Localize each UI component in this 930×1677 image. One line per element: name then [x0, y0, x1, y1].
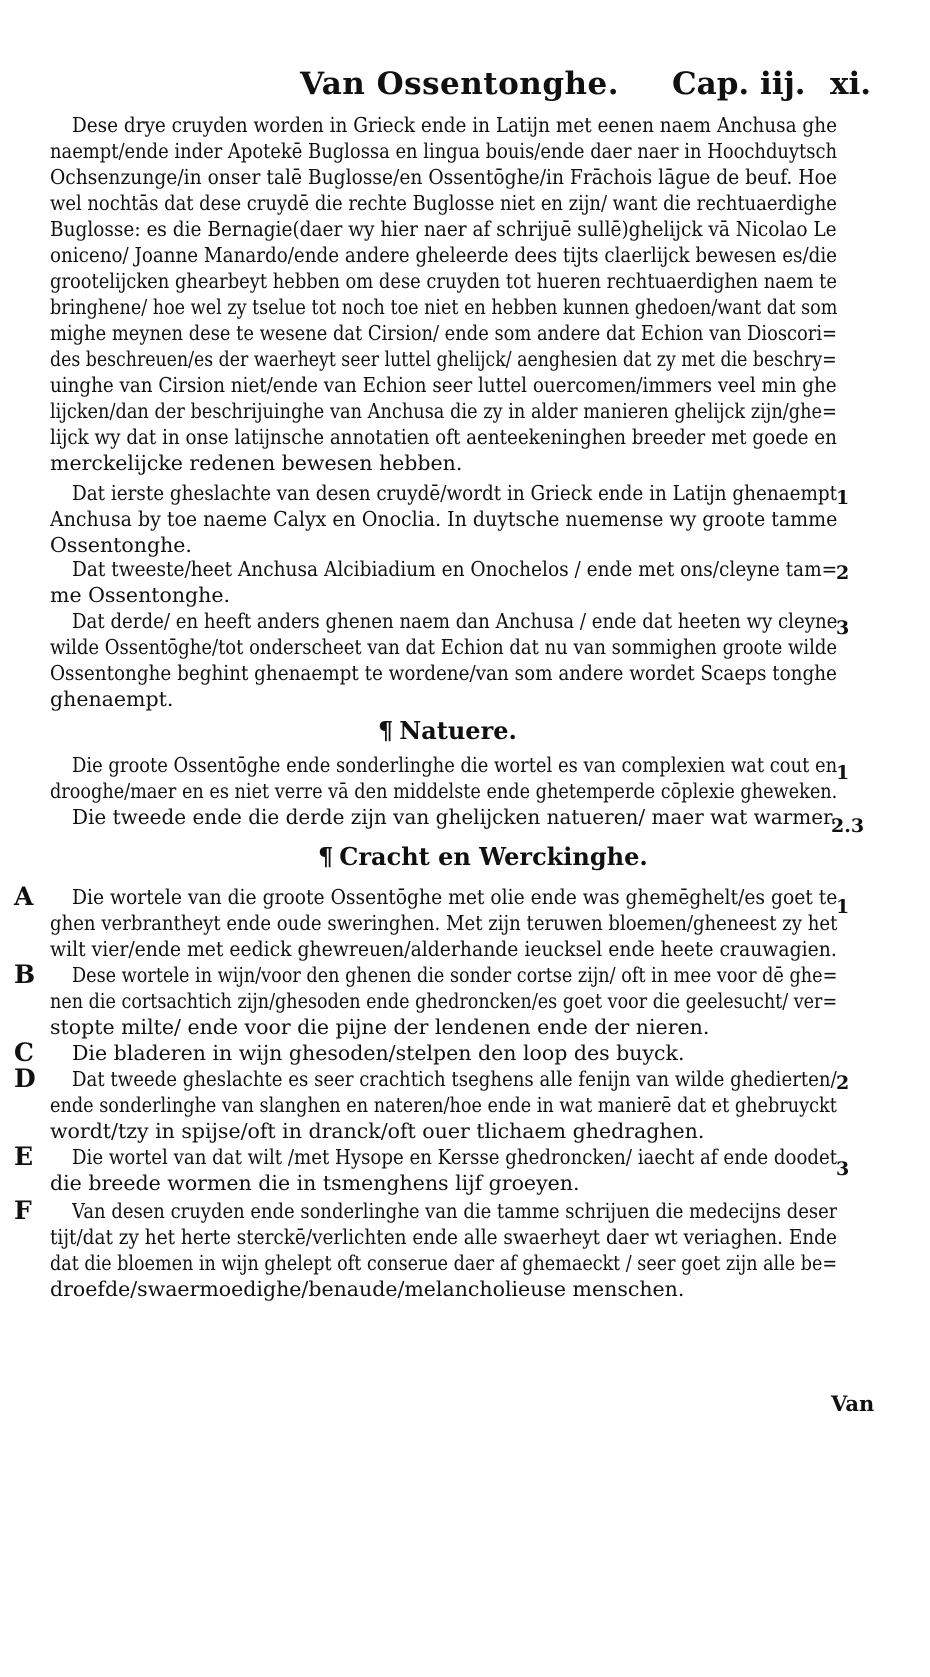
text-line: Buglosse: es die Bernagie(daer wy hier naer af schrijuē sullē)ghelijck vā Nicolao Le — [50, 217, 837, 241]
folio-number: xi. — [830, 66, 872, 102]
section-letter: A — [14, 882, 34, 911]
section-letter: F — [14, 1196, 32, 1225]
text-line: Die wortele van die groote Ossentōghe met olie ende was ghemēghelt/es goet te — [72, 885, 837, 909]
text-line: bringhene/ hoe wel zy tselue tot noch toe niet en hebben kunnen ghedoen/want dat som — [50, 295, 837, 319]
section-letter: B — [14, 960, 36, 989]
section-heading-text: Natuere. — [399, 716, 517, 745]
section-letter: E — [14, 1142, 34, 1171]
text-line: stopte milte/ ende voor die pijne der lendenen ende der nieren. — [50, 1015, 710, 1039]
text-line: Ossentonghe beghint ghenaempt te wordene/van som andere wordet Scaeps tonghe — [50, 661, 837, 685]
text-line: ghen verbrantheyt ende oude sweringhen. Met zijn teruwen bloemen/gheneest zy het — [50, 911, 837, 935]
text-line: wilt vier/ende met eedick ghewreuen/alderhande ieucksel ende heete crauwagien. — [50, 937, 837, 961]
text-line: Dat ierste gheslachte van desen cruydē/wordt in Grieck ende in Latijn ghenaempt — [72, 481, 837, 505]
text-line: Dat tweede gheslachte es seer crachtich tseghens alle fenijn van wilde ghedierten/ — [72, 1067, 837, 1091]
section-heading-natuere — [378, 716, 517, 746]
pilcrow-icon: ¶ — [318, 842, 334, 871]
chapter-number: Cap. iij. — [672, 66, 806, 102]
text-line: lijcken/dan der beschrijuinghe van Anchusa die zy in alder manieren ghelijck zijn/ghe= — [50, 399, 837, 423]
catchword: Van — [831, 1391, 875, 1416]
text-line: Ossentonghe. — [50, 533, 192, 557]
running-header — [300, 66, 900, 110]
section-letter: D — [14, 1064, 36, 1093]
text-line: Dat tweeste/heet Anchusa Alcibiadium en Onochelos / ende met ons/cleyne tam= — [72, 557, 837, 581]
text-line: grootelijcken ghearbeyt hebben om dese cruyden tot hueren rechtuaerdighen naem te — [50, 269, 837, 293]
text-line: Die groote Ossentōghe ende sonderlinghe die wortel es van complexien wat cout en — [72, 753, 837, 777]
text-line: Dese drye cruyden worden in Grieck ende in Latijn met eenen naem Anchusa ghe — [72, 113, 837, 137]
text-line: Anchusa by toe naeme Calyx en Onoclia. In duytsche nuemense wy groote tamme — [50, 507, 837, 531]
text-line: tijt/dat zy het herte sterckē/verlichten ende alle swaerheyt daer wt veriaghen. Ende — [50, 1225, 837, 1249]
margin-number: 2.3 — [831, 815, 865, 837]
text-line: mighe meynen dese te wesene dat Cirsion/ ende som andere dat Echion van Dioscori= — [50, 321, 837, 345]
pilcrow-icon: ¶ — [378, 716, 394, 745]
margin-number: 3 — [836, 1158, 850, 1180]
text-line: wilde Ossentōghe/tot onderscheet van dat Echion dat nu van sommighen groote wilde — [50, 635, 837, 659]
text-line: die breede wormen die in tsmenghens lijf groeyen. — [50, 1171, 580, 1195]
text-line: des beschreuen/es der waerheyt seer luttel ghelijck/ aenghesien dat zy met die beschry= — [50, 347, 837, 371]
text-line: me Ossentonghe. — [50, 583, 231, 607]
text-line: Die tweede ende die derde zijn van ghelijcken natueren/ maer wat warmer. — [72, 805, 837, 829]
margin-number: 2 — [836, 562, 850, 584]
text-line: Dese wortele in wijn/voor den ghenen die sonder cortse zijn/ oft in mee voor dē ghe= — [72, 963, 837, 987]
section-heading-text: Cracht en Werckinghe. — [339, 842, 648, 871]
text-line: naempt/ende inder Apotekē Buglossa en lingua bouis/ende daer naer in Hoochduytsch — [50, 139, 837, 163]
text-line: ghenaempt. — [50, 687, 174, 711]
text-line: Die wortel van dat wilt /met Hysope en Kersse ghedroncken/ iaecht af ende doodet — [72, 1145, 837, 1169]
margin-number: 1 — [836, 487, 850, 509]
section-letter: C — [14, 1038, 34, 1067]
text-line: uinghe van Cirsion niet/ende van Echion seer luttel ouercomen/immers veel min ghe — [50, 373, 837, 397]
margin-number: 1 — [836, 896, 850, 918]
margin-number: 1 — [836, 762, 850, 784]
text-line: Van desen cruyden ende sonderlinghe van die tamme schrijuen die medecijns deser — [72, 1199, 837, 1223]
text-line: wel nochtās dat dese cruydē die rechte Buglosse niet en zijn/ want die rechtuaerdighe — [50, 191, 837, 215]
header-title: Van Ossentonghe. — [300, 66, 620, 102]
margin-number: 3 — [836, 617, 850, 639]
text-line: Die bladeren in wijn ghesoden/stelpen den loop des buyck. — [72, 1041, 685, 1065]
section-heading-cracht — [318, 842, 648, 872]
text-line: dat die bloemen in wijn ghelept oft conserue daer af ghemaeckt / seer goet zijn alle be= — [50, 1251, 837, 1275]
text-line: drooghe/maer en es niet verre vā den middelste ende ghetemperde cōplexie gheweken. — [50, 779, 837, 803]
text-line: nen die cortsachtich zijn/ghesoden ende ghedroncken/es goet voor die geelesucht/ ver= — [50, 989, 837, 1013]
text-line: ende sonderlinghe van slanghen en nateren/hoe ende in wat manierē dat et ghebruyckt — [50, 1093, 837, 1117]
margin-number: 2 — [836, 1072, 850, 1094]
text-line: Ochsenzunge/in onser talē Buglosse/en Ossentōghe/in Frāchois lāgue de beuf. Hoe — [50, 165, 837, 189]
text-line: Dat derde/ en heeft anders ghenen naem dan Anchusa / ende dat heeten wy cleyne — [72, 609, 837, 633]
text-line: lijck wy dat in onse latijnsche annotatien oft aenteekeninghen breeder met goede en — [50, 425, 837, 449]
text-line: droefde/swaermoedighe/benaude/melancholieuse menschen. — [50, 1277, 685, 1301]
text-line: merckelijcke redenen bewesen hebben. — [50, 451, 463, 475]
text-line: wordt/tzy in spijse/oft in dranck/oft ouer tlichaem ghedraghen. — [50, 1119, 705, 1143]
text-line: oniceno/ Joanne Manardo/ende andere gheleerde dees tijts claerlijck bewesen es/die — [50, 243, 837, 267]
